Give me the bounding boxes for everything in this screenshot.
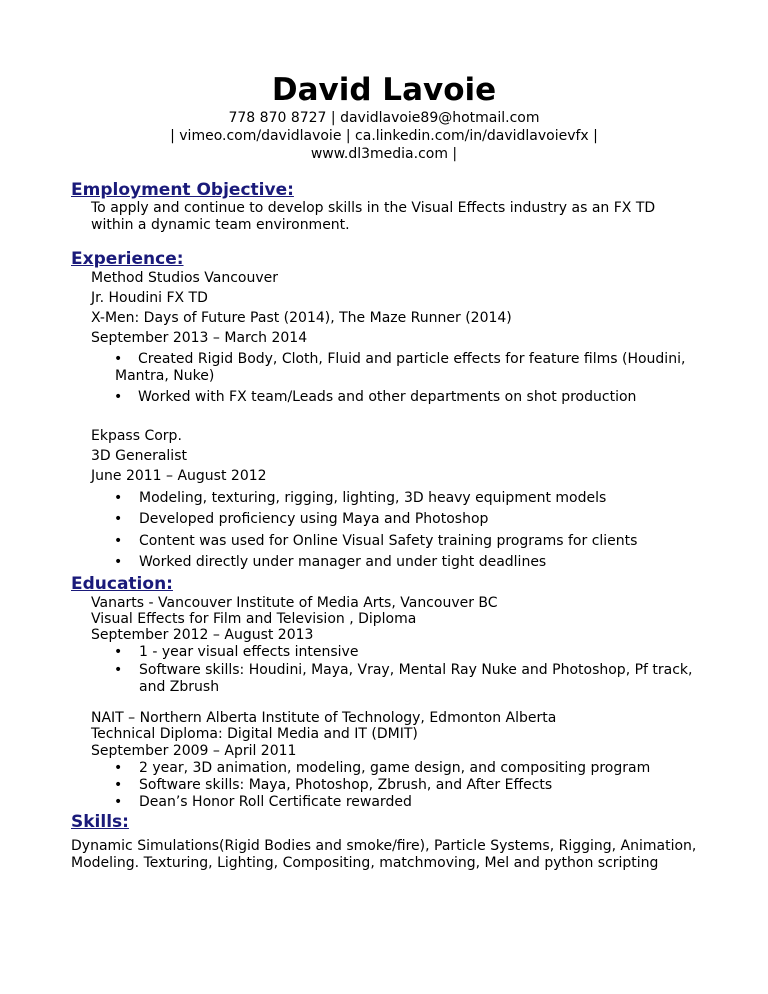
- skills-heading: Skills:: [71, 812, 129, 832]
- bullet-icon: •: [114, 662, 123, 678]
- candidate-name: David Lavoie: [271, 72, 497, 108]
- list-item-text: 2 year, 3D animation, modeling, game design, and compositing program: [139, 760, 651, 776]
- list-item-continuation: Mantra, Nuke): [115, 368, 215, 384]
- job-company: Ekpass Corp.: [91, 428, 182, 444]
- list-item-text: 1 - year visual effects intensive: [139, 644, 359, 660]
- objective-heading: Employment Objective:: [71, 180, 294, 200]
- bullet-icon: •: [114, 511, 123, 527]
- school-program: Visual Effects for Film and Television , Diploma: [91, 611, 417, 627]
- bullet-icon: •: [114, 533, 123, 549]
- job-projects: X-Men: Days of Future Past (2014), The Maze Runner (2014): [91, 310, 512, 326]
- experience-heading: Experience:: [71, 249, 184, 269]
- bullet-icon: •: [114, 644, 123, 660]
- bullet-icon: •: [114, 760, 123, 776]
- objective-text-line2: within a dynamic team environment.: [91, 217, 350, 233]
- school-name: NAIT – Northern Alberta Institute of Technology, Edmonton Alberta: [91, 710, 557, 726]
- skills-text-line1: Dynamic Simulations(Rigid Bodies and smoke/fire), Particle Systems, Rigging, Animation,: [71, 838, 697, 854]
- list-item-text: Worked directly under manager and under tight deadlines: [139, 554, 547, 570]
- list-item-continuation: and Zbrush: [139, 679, 220, 695]
- contact-line-links: | vimeo.com/davidlavoie | ca.linkedin.com/in/davidlavoievfx |: [170, 128, 598, 144]
- list-item-text: Modeling, texturing, rigging, lighting, 3D heavy equipment models: [139, 490, 607, 506]
- list-item-text: Dean’s Honor Roll Certificate rewarded: [139, 794, 412, 810]
- bullet-icon: •: [114, 351, 123, 367]
- skills-text-line2: Modeling. Texturing, Lighting, Compositing, matchmoving, Mel and python scripting: [71, 855, 659, 871]
- list-item-text: Developed proficiency using Maya and Photoshop: [139, 511, 489, 527]
- bullet-icon: •: [114, 794, 123, 810]
- job-title: 3D Generalist: [91, 448, 187, 464]
- job-dates: June 2011 – August 2012: [91, 468, 267, 484]
- school-name: Vanarts - Vancouver Institute of Media Arts, Vancouver BC: [91, 595, 498, 611]
- bullet-icon: •: [114, 554, 123, 570]
- job-company: Method Studios Vancouver: [91, 270, 279, 286]
- contact-line-phone-email: 778 870 8727 | davidlavoie89@hotmail.com: [228, 110, 540, 126]
- list-item-text: Software skills: Houdini, Maya, Vray, Mental Ray Nuke and Photoshop, Pf track,: [139, 662, 693, 678]
- school-dates: September 2009 – April 2011: [91, 743, 297, 759]
- school-program: Technical Diploma: Digital Media and IT (DMIT): [91, 726, 418, 742]
- contact-line-website: www.dl3media.com |: [310, 146, 458, 162]
- education-heading: Education:: [71, 574, 173, 594]
- objective-text-line1: To apply and continue to develop skills in the Visual Effects industry as an FX TD: [91, 200, 656, 216]
- bullet-icon: •: [114, 777, 123, 793]
- list-item-text: Created Rigid Body, Cloth, Fluid and particle effects for feature films (Houdini,: [138, 351, 686, 367]
- bullet-icon: •: [114, 389, 123, 405]
- list-item-text: Worked with FX team/Leads and other departments on shot production: [138, 389, 637, 405]
- list-item-text: Software skills: Maya, Photoshop, Zbrush, and After Effects: [139, 777, 553, 793]
- list-item-text: Content was used for Online Visual Safety training programs for clients: [139, 533, 638, 549]
- school-dates: September 2012 – August 2013: [91, 627, 314, 643]
- job-title: Jr. Houdini FX TD: [91, 290, 208, 306]
- bullet-icon: •: [114, 490, 123, 506]
- job-dates: September 2013 – March 2014: [91, 330, 308, 346]
